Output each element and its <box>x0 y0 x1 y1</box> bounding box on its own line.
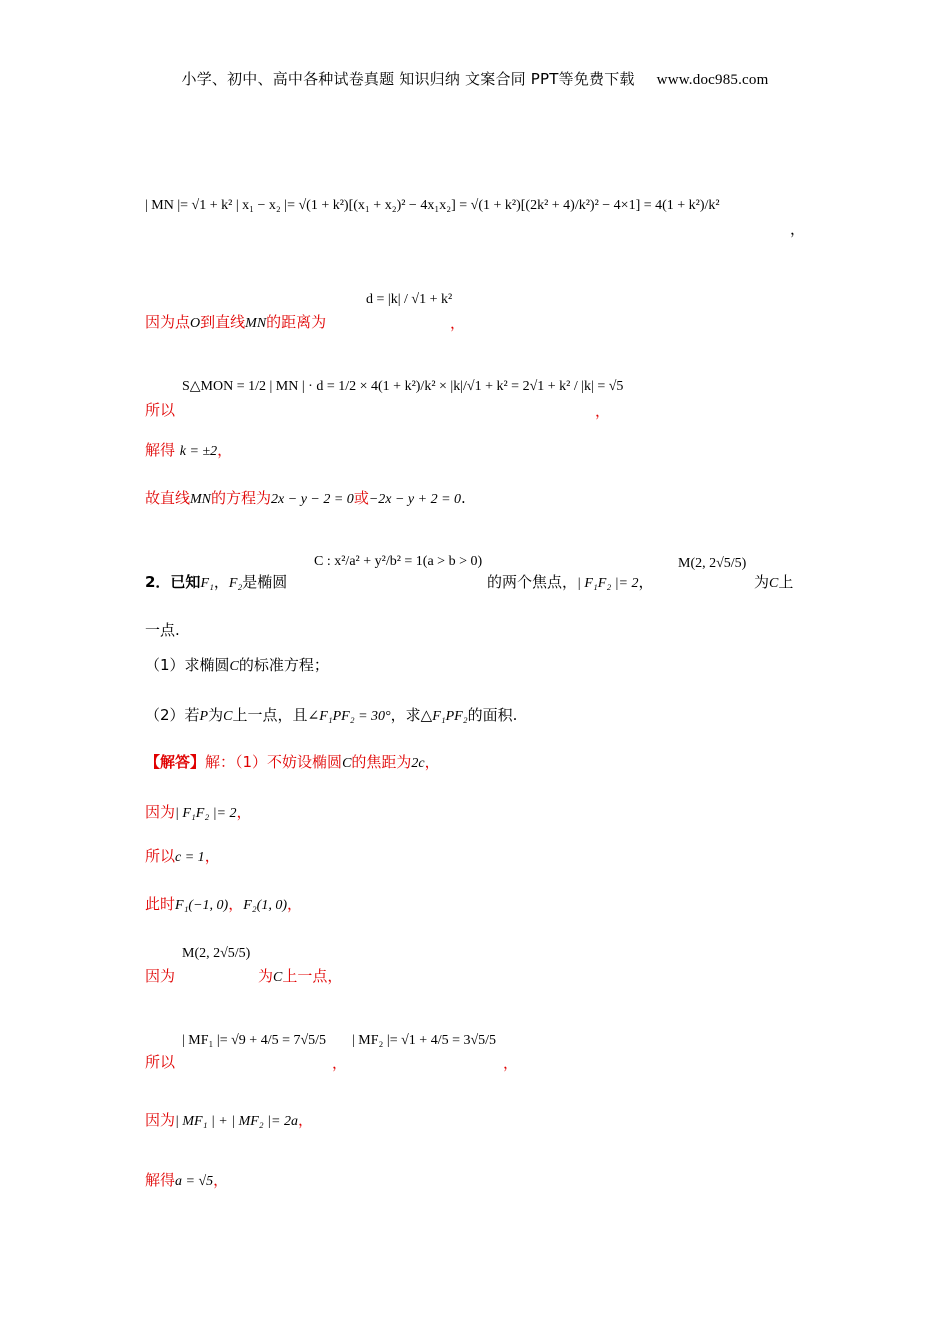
answer-c: C <box>342 756 352 771</box>
q2-text-5: 上 <box>778 573 794 591</box>
q2-text-3: ， <box>638 573 654 591</box>
q2-number: 2．已知 <box>145 573 201 591</box>
sub2-angle: ∠F₁PF₂ = 30° <box>307 709 391 724</box>
s3-sep: ， <box>228 895 244 913</box>
s1-prefix: 因为 <box>145 803 176 821</box>
q2-f1f2: | F₁F₂ |= 2 <box>577 576 639 591</box>
area-formula: S△MON = 1/2 | MN | · d = 1/2 × 4(1 + k²)/k² × |k|/√1 + k² = 2√1 + k² / |k| = √5 <box>182 379 624 394</box>
distance-formula: d = |k| / √1 + k² <box>366 292 453 307</box>
mn-length-equation <box>145 198 720 214</box>
answer-2c: 2c <box>411 756 425 771</box>
sub2-c: C <box>223 709 233 724</box>
step-7 <box>145 1170 228 1192</box>
s4-text-2: 上一点， <box>282 967 343 985</box>
question-2-end <box>754 572 793 594</box>
distance-text-1: 因为点 <box>145 313 191 331</box>
q2-f1: F₁ <box>200 576 214 591</box>
line-eq-end: . <box>461 489 466 507</box>
sub2-text-2: 为 <box>208 706 224 724</box>
s2-formula: c = 1 <box>175 850 205 865</box>
line-eq-or: 或 <box>353 489 369 507</box>
question-2 <box>145 572 287 594</box>
q2-c: C <box>769 576 779 591</box>
step-3 <box>145 894 302 916</box>
q2-comma: ， <box>213 573 229 591</box>
distance-text-2: 到直线 <box>200 313 246 331</box>
step-4-prefix: 因为 <box>145 967 176 985</box>
s6-suffix: ， <box>297 1111 313 1129</box>
sub2-text-5: 的面积. <box>467 706 518 724</box>
sub1-text-1: （1）求椭圆 <box>145 656 230 674</box>
sub-question-1 <box>145 655 329 677</box>
s6-formula: | MF₁ | + | MF₂ |= 2a <box>175 1114 298 1129</box>
line-eq-mn: MN <box>190 492 212 507</box>
step-4-rest <box>258 966 342 988</box>
step-5-prefix: 所以 <box>145 1053 176 1071</box>
s4-formula: M(2, 2√5/5) <box>182 946 251 961</box>
answer-text-2: 的焦距为 <box>351 753 412 771</box>
s3-f2: F₂(1, 0) <box>243 898 287 913</box>
s7-formula: a = √5 <box>175 1174 214 1189</box>
q2-f2: F₂ <box>228 576 243 591</box>
page-header <box>0 68 950 89</box>
line-equation <box>145 488 466 510</box>
line-mn: MN <box>245 316 267 331</box>
step-2 <box>145 846 220 868</box>
header-text: 小学、初中、高中各种试卷真题 知识归纳 文案合同 PPT等免费下载 <box>181 70 635 88</box>
sub2-text-3: 上一点，且 <box>232 706 308 724</box>
solve-k-prefix: 解得 <box>145 441 176 459</box>
distance-text-3: 的距离为 <box>266 313 327 331</box>
step-6 <box>145 1110 313 1132</box>
sub1-text-2: 的标准方程； <box>238 656 329 674</box>
q2-text-4: 为 <box>754 573 770 591</box>
area-suffix: ， <box>595 402 611 420</box>
s3-f1: F₁(−1, 0) <box>175 898 229 913</box>
s6-prefix: 因为 <box>145 1111 176 1129</box>
s1-suffix: ， <box>236 803 252 821</box>
answer-line <box>145 752 440 774</box>
s7-prefix: 解得 <box>145 1171 176 1189</box>
line-eq-2: −2x − y + 2 = 0 <box>368 492 462 507</box>
s5-sep: ， <box>332 1054 348 1072</box>
distance-line <box>145 312 326 334</box>
s5-mf1: | MF₁ |= √9 + 4/5 = 7√5/5 <box>182 1033 327 1048</box>
header-site: www.doc985.com <box>656 72 769 88</box>
line-eq-mid: 的方程为 <box>211 489 272 507</box>
line-eq-prefix: 故直线 <box>145 489 191 507</box>
s5-mf2: | MF₂ |= √1 + 4/5 = 3√5/5 <box>352 1033 497 1048</box>
q2-text-1: 是椭圆 <box>242 573 288 591</box>
point-o: O <box>190 316 201 331</box>
sub1-c: C <box>229 659 239 674</box>
point-m: M(2, 2√5/5) <box>678 556 747 571</box>
solve-k-formula: k = ±2 <box>179 444 218 459</box>
answer-text-3: ， <box>424 753 440 771</box>
sub2-text-1: （2）若 <box>145 706 200 724</box>
s3-suffix: ， <box>286 895 302 913</box>
q2-text-2: 的两个焦点， <box>487 573 578 591</box>
area-prefix: 所以 <box>145 401 176 419</box>
step-1 <box>145 802 252 824</box>
solve-k-line <box>145 440 232 462</box>
s2-prefix: 所以 <box>145 847 176 865</box>
s1-formula: | F₁F₂ |= 2 <box>175 806 237 821</box>
s4-text: 为 <box>258 967 274 985</box>
question-2-line-2: 一点. <box>145 621 180 639</box>
mn-equation-end: ， <box>790 220 806 238</box>
solve-k-suffix: ， <box>217 441 233 459</box>
s4-c: C <box>273 970 283 985</box>
s5-suffix: ， <box>503 1054 519 1072</box>
s2-suffix: ， <box>204 847 220 865</box>
sub2-p: P <box>199 709 209 724</box>
answer-tag: 【解答】 <box>145 753 206 771</box>
s3-prefix: 此时 <box>145 895 176 913</box>
line-eq-1: 2x − y − 2 = 0 <box>271 492 354 507</box>
mn-equation-text: | MN |= √1 + k² | x₁ − x₂ |= √(1 + k²)[(x₁ + x₂)² − 4x₁x₂] = √(1 + k²)[(2k² + 4)/k²)² − 4×1] = 4(1 + k²)/k² <box>145 198 720 213</box>
question-2-cont <box>487 572 654 594</box>
sub2-text-4: ，求△ <box>390 706 433 724</box>
sub2-triangle: F₁PF₂ <box>432 709 468 724</box>
sub-question-2 <box>145 705 517 727</box>
distance-suffix: ， <box>450 314 466 332</box>
s7-suffix: ， <box>213 1171 229 1189</box>
answer-text-1: 解：（1）不妨设椭圆 <box>205 753 343 771</box>
ellipse-equation: C : x²/a² + y²/b² = 1(a > b > 0) <box>314 554 483 569</box>
